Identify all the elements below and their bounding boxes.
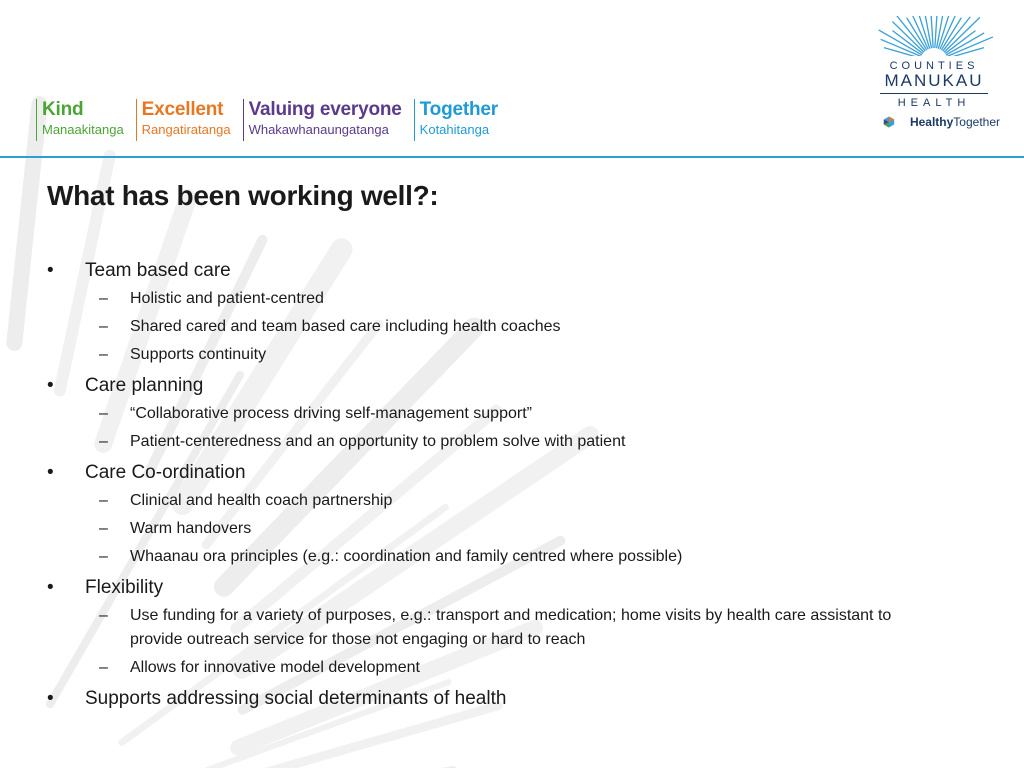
value-subtitle: Kotahitanga	[419, 122, 490, 137]
bullet-text: Team based care	[85, 260, 231, 281]
sub-bullet-item	[47, 430, 910, 454]
logo-line-3: HEALTH	[897, 97, 971, 109]
value-title: Excellent	[141, 99, 224, 120]
slide-title: What has been working well?:	[47, 180, 439, 211]
sub-bullet-marker: –	[99, 433, 108, 450]
counties-manukau-logo	[868, 16, 1000, 129]
sub-bullet-item	[47, 287, 910, 311]
bullet-marker: •	[47, 577, 54, 598]
bullet-text: Care Co-ordination	[85, 462, 246, 483]
sub-bullet-marker: –	[99, 548, 108, 565]
sub-bullet-item	[47, 402, 910, 426]
healthy-text: Healthy	[909, 115, 954, 129]
sub-bullet-text: Supports continuity	[130, 346, 267, 363]
value-subtitle: Manaakitanga	[42, 122, 124, 137]
sub-bullet-text: Warm handovers	[130, 520, 252, 537]
sub-bullet-marker: –	[99, 520, 108, 537]
bullet-item	[47, 461, 947, 485]
logo-divider	[880, 93, 988, 94]
value-subtitle: Rangatiratanga	[141, 122, 231, 137]
logo-fan-stroke	[944, 17, 980, 52]
sub-bullet-marker: –	[99, 492, 108, 509]
sub-bullet-item	[47, 315, 910, 339]
value-title: Valuing everyone	[248, 99, 402, 120]
logo-line-2: MANUKAU	[884, 71, 984, 90]
sub-bullet-item	[47, 517, 910, 541]
sub-bullet-text: Allows for innovative model development	[130, 659, 420, 676]
bullet-text: Flexibility	[85, 577, 164, 598]
sub-bullet-marker: –	[99, 290, 108, 307]
logo-line-1: COUNTIES	[889, 60, 979, 72]
value-title: Together	[419, 99, 498, 120]
bullet-item	[47, 374, 947, 398]
bullet-marker: •	[47, 462, 54, 483]
sub-bullet-marker: –	[99, 607, 108, 624]
value-title: Kind	[42, 99, 84, 120]
bullet-text: Care planning	[85, 375, 204, 396]
healthy-together-mark	[868, 115, 1000, 129]
sub-bullet-text: Shared cared and team based care including health coaches	[130, 318, 561, 335]
together-text: Together	[953, 115, 1000, 129]
bullet-marker: •	[47, 260, 54, 281]
header-divider	[0, 156, 1024, 158]
sub-bullet-item	[47, 656, 910, 680]
sub-bullet-text: “Collaborative process driving self-management support”	[130, 405, 532, 422]
sub-bullet-item	[47, 545, 910, 569]
healthy-together-icon	[883, 116, 895, 128]
sub-bullet-item	[47, 489, 910, 513]
sub-bullet-marker: –	[99, 346, 108, 363]
bullet-item	[47, 687, 947, 711]
bullet-text: Supports addressing social determinants of health	[85, 688, 507, 709]
bullet-item	[47, 576, 947, 600]
logo-fan-stroke	[879, 30, 922, 55]
bullet-marker: •	[47, 375, 54, 396]
value-subtitle: Whakawhanaungatanga	[248, 122, 389, 137]
sub-bullet-item	[47, 343, 910, 367]
value-kind	[36, 99, 130, 141]
value-excellent	[136, 99, 237, 141]
bullet-list	[47, 252, 947, 711]
sub-bullet-text: Holistic and patient-centred	[130, 290, 324, 307]
sub-bullet-marker: –	[99, 659, 108, 676]
values-bar	[36, 99, 510, 141]
value-together	[414, 99, 504, 141]
sub-bullet-text: Patient-centeredness and an opportunity to problem solve with patient	[130, 433, 626, 450]
sub-bullet-text: Clinical and health coach partnership	[130, 492, 393, 509]
sub-bullet-marker: –	[99, 405, 108, 422]
sub-bullet-text: Use funding for a variety of purposes, e.g.: transport and medication; home visits by health care assistant to provide outreach service for those not engaging or hard to reach	[130, 607, 892, 648]
sub-bullet-marker: –	[99, 318, 108, 335]
sub-bullet-item	[47, 604, 910, 652]
bullet-item	[47, 259, 947, 283]
fan-logo-icon	[870, 16, 998, 56]
value-valuing-everyone	[243, 99, 408, 141]
sub-bullet-text: Whaanau ora principles (e.g.: coordination and family centred where possible)	[130, 548, 683, 565]
bullet-marker: •	[47, 688, 54, 709]
